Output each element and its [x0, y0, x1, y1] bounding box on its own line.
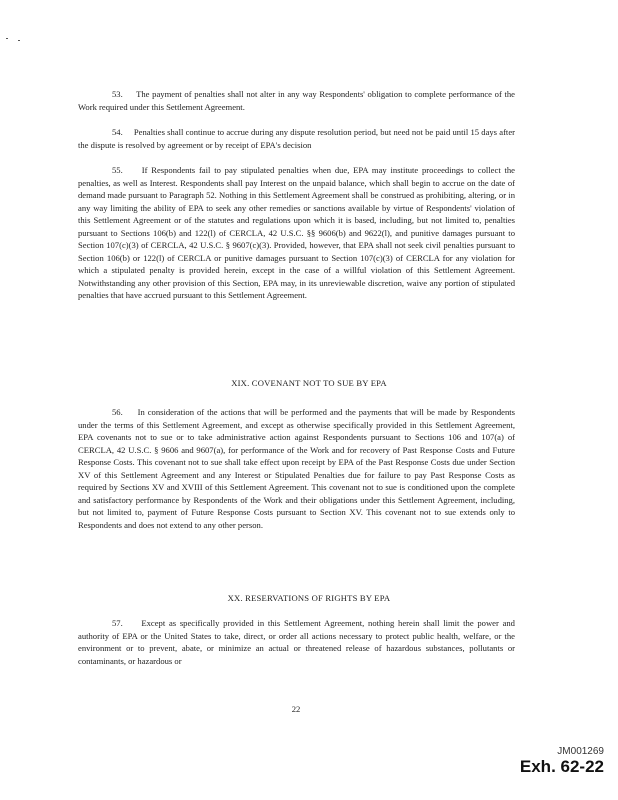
paragraph-text: If Respondents fail to pay stipulated penalties when due, EPA may institute proceedings to collect the penalties, as well as Interest. Respondents shall pay Interest on the unpaid balance, which shall begin to accrue on the date of demand made pursuant to Paragraph 52. Nothing in this Settlement Agreement shall be construed as prohibiting, altering, or in any way limiting the ability of EPA to seek any other remedies or sanctions available by virtue of Respondents' violation of this Settlement Agreement or of the statutes and regulations upon which it is based, including, but not limited to, penalties pursuant to Sections 106(b) and 122(l) of CERCLA, 42 U.S.C. §§ 9606(b) and 9622(l), and punitive damages pursuant to Section 107(c)(3) of CERCLA, 42 U.S.C. § 9607(c)(3). Provided, however, that EPA shall not seek civil penalties pursuant to Section 106(b) or 122(l) of CERCLA or punitive damages pursuant to Section 107(c)(3) of CERCLA for any violation for which a stipulated penalty is provided herein, except in the case of a willful violation of this Settlement Agreement. Notwithstanding any other provision of this Section, EPA may, in its unreviewable discretion, waive any portion of stipulated penalties that have accrued pursuant to this Settlement Agreement. — [78, 165, 515, 300]
exhibit-label: Exh. 62-22 — [519, 757, 604, 776]
paragraph-55 — [78, 164, 515, 302]
bates-number: JM001269 — [557, 746, 604, 757]
paragraph-number: 56. — [112, 407, 123, 417]
page-number: 22 — [291, 704, 301, 714]
paragraph-number: 53. — [112, 89, 123, 99]
paragraph-text: Penalties shall continue to accrue during any dispute resolution period, but need not be paid until 15 days after the dispute is resolved by agreement or by receipt of EPA's decision — [78, 127, 515, 150]
scan-speck — [18, 40, 20, 41]
paragraph-number: 54. — [112, 127, 123, 137]
paragraph-text: In consideration of the actions that will be performed and the payments that will be made by Respondents under the terms of this Settlement Agreement, and except as otherwise specifically provided in this Settlement Agreement, EPA covenants not to sue or to take administrative action against Respondents pursuant to Sections 106 and 107(a) of CERCLA, 42 U.S.C. § 9606 and 9607(a), for performance of the Work and for recovery of Past Response Costs and Future Response Costs. This covenant not to sue shall take effect upon receipt by EPA of the Past Response Costs due under Section XV of this Settlement Agreement and any Interest or Stipulated Penalties due for failure to pay Past Response Costs as required by Sections XV and XVIII of this Settlement Agreement. This covenant not to sue is conditioned upon the complete and satisfactory performance by Respondents of the Work and their obligations under this Settlement Agreement, including, but not limited to, payment of Future Response Costs pursuant to Section XV. This covenant not to sue extends only to Respondents and does not extend to any other person. — [78, 407, 515, 530]
paragraph-53 — [78, 88, 515, 113]
paragraph-number: 55. — [112, 165, 123, 175]
paragraph-number: 57. — [112, 618, 123, 628]
paragraph-text: Except as specifically provided in this Settlement Agreement, nothing herein shall limit the power and authority of EPA or the United States to take, direct, or order all actions necessary to protect public health, welfare, or the environment or to prevent, abate, or minimize an actual or threatened release of hazardous substances, pollutants or contaminants, or hazardous or — [78, 618, 515, 666]
paragraph-text: The payment of penalties shall not alter in any way Respondents' obligation to complete performance of the Work required under this Settlement Agreement. — [78, 89, 515, 112]
paragraph-56 — [78, 406, 515, 531]
scan-speck — [6, 38, 8, 39]
section-heading-xix: XIX. COVENANT NOT TO SUE BY EPA — [231, 378, 387, 388]
paragraph-57 — [78, 617, 515, 667]
paragraph-54 — [78, 126, 515, 151]
section-heading-xx: XX. RESERVATIONS OF RIGHTS BY EPA — [227, 593, 391, 603]
